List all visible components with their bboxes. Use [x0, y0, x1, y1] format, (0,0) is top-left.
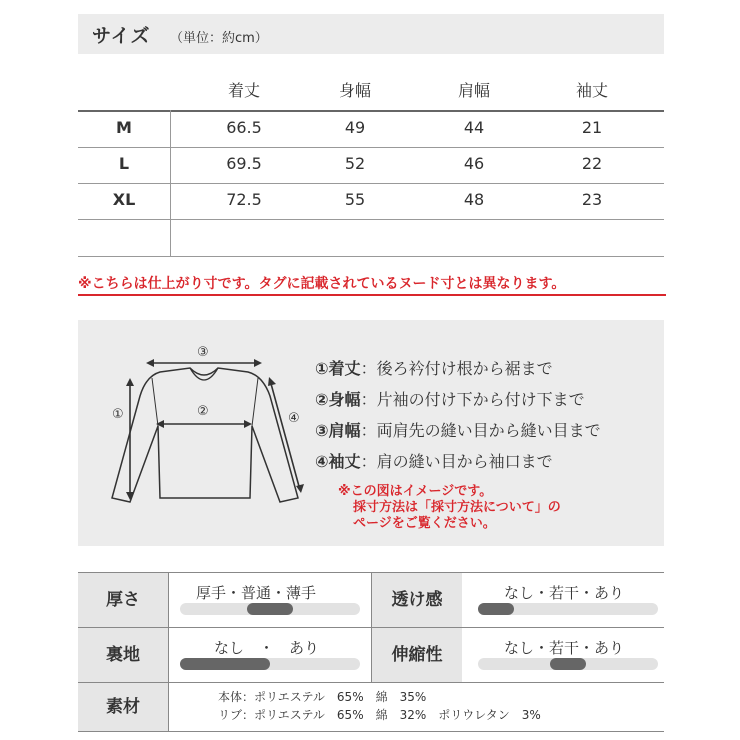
table-cell: 46 [463, 154, 485, 173]
image-note: 採寸方法は「採寸方法について」の [353, 500, 561, 515]
material-line: リブ：ポリエステル 65% 綿 32% ポリウレタン 3% [218, 708, 541, 722]
measurement-diagram-panel [78, 320, 664, 546]
table-cell: 72.5 [226, 190, 262, 209]
stretch-options: なし・若干・あり [504, 639, 625, 657]
measurement-length: ①着丈：後ろ衿付け根から裾まで [315, 359, 553, 378]
image-note: ページをご覧ください。 [353, 516, 496, 531]
material-label: 素材 [78, 683, 168, 731]
stretch-scale [478, 658, 658, 670]
marker-width: ② [197, 404, 209, 419]
stretch-label: 伸縮性 [372, 628, 462, 682]
sheer-options: なし・若干・あり [504, 584, 625, 602]
thickness-indicator [247, 603, 293, 615]
arrow-head [126, 378, 134, 386]
finished-size-note: ※こちらは仕上がり寸です。タグに記載されているヌード寸とは異なります。 [78, 276, 566, 292]
thickness-scale [180, 603, 360, 615]
fabric-properties-table [78, 572, 664, 732]
header-divider [78, 110, 664, 112]
header-length: 着丈 [227, 81, 260, 100]
sheer-indicator [478, 603, 514, 615]
table-cell: 66.5 [226, 118, 262, 137]
measurement-sleeve: ④袖丈：肩の縫い目から袖口まで [315, 452, 553, 471]
shirt-outline [112, 368, 298, 502]
thickness-label: 厚さ [78, 573, 168, 627]
image-note: ※この図はイメージです。 [338, 484, 493, 499]
table-cell: 52 [344, 154, 366, 173]
thickness-options: 厚手・普通・薄手 [196, 584, 317, 602]
table-cell: 55 [344, 190, 366, 209]
lining-label: 裏地 [78, 628, 168, 682]
table-cell: 22 [581, 154, 603, 173]
header-width: 身幅 [338, 81, 371, 100]
header-sleeve: 袖丈 [575, 81, 608, 100]
shirt-diagram [98, 338, 308, 528]
lining-scale [180, 658, 360, 670]
lining-indicator [180, 658, 270, 670]
sheer-scale [478, 603, 658, 615]
unit-label: （単位：約cm） [170, 31, 268, 46]
arrow-head [254, 359, 262, 367]
arrow-head [146, 359, 154, 367]
table-cell: 49 [344, 118, 366, 137]
material-line: 本体：ポリエステル 65% 綿 35% [218, 690, 427, 704]
table-cell: 69.5 [226, 154, 262, 173]
marker-sleeve: ④ [288, 411, 300, 426]
prop-divider [78, 731, 664, 732]
measurement-shoulder: ③肩幅：両肩先の縫い目から縫い目まで [315, 421, 601, 440]
title-bar [78, 14, 664, 54]
size-label-m: M [116, 118, 132, 137]
header-shoulder: 肩幅 [457, 81, 490, 100]
row-divider [78, 183, 664, 184]
size-label-xl: XL [112, 190, 136, 209]
lining-options: なし ・ あり [214, 639, 320, 657]
size-label-l: L [118, 154, 130, 173]
row-divider [78, 147, 664, 148]
table-cell: 44 [463, 118, 485, 137]
page-title: サイズ [92, 25, 151, 47]
table-cell: 23 [581, 190, 603, 209]
row-divider [78, 219, 664, 220]
table-cell: 48 [463, 190, 485, 209]
row-divider [78, 256, 664, 257]
note-underline [78, 294, 666, 296]
stretch-indicator [550, 658, 586, 670]
marker-length: ① [112, 407, 124, 422]
table-cell: 21 [581, 118, 603, 137]
measurement-width: ②身幅：片袖の付け下から付け下まで [315, 390, 585, 409]
sheer-label: 透け感 [372, 573, 462, 627]
arrow-head [268, 377, 276, 386]
marker-shoulder: ③ [197, 345, 209, 360]
arrow-head [296, 484, 304, 493]
prop-divider [168, 572, 169, 731]
